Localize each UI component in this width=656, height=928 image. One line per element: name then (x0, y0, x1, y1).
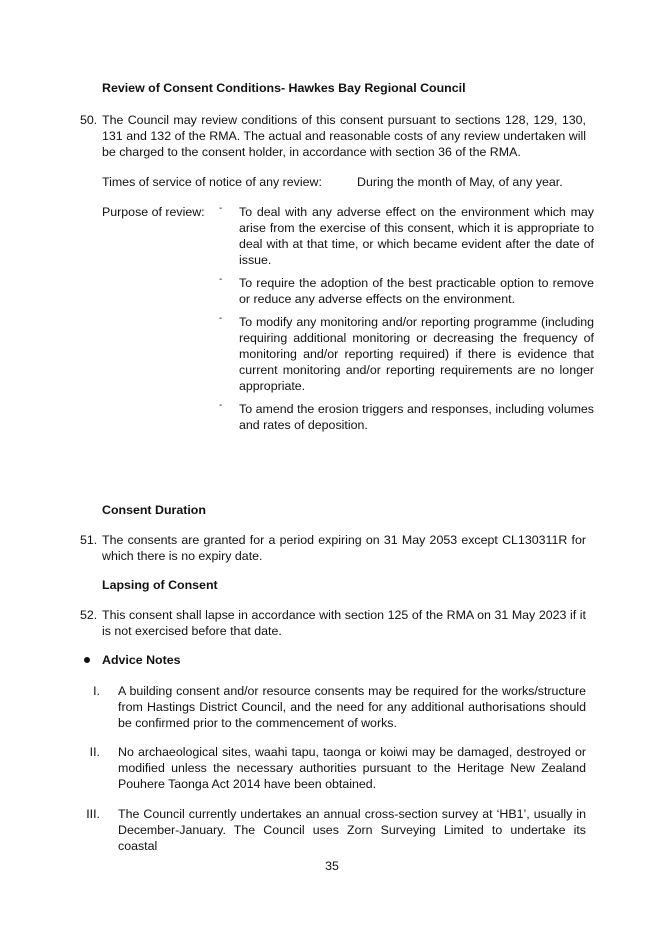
page-number: 35 (325, 859, 339, 873)
purpose-item: To require the adoption of the best practicable option to remove or reduce any adverse effects on the environment. (239, 276, 594, 306)
clause-51-text: The consents are granted for a period expiring on 31 May 2053 except CL130311R for which there is no expiry date. (102, 533, 586, 563)
dash-bullet-icon: - (219, 313, 223, 324)
advice-note-text: The Council currently undertakes an annual cross-section survey at ‘HB1’, usually in December-January. The Council uses Zorn Surveying Limited to undertake its coastal (118, 807, 586, 853)
purpose-of-review-label: Purpose of review: (102, 205, 205, 219)
dash-bullet-icon: - (219, 203, 223, 214)
times-of-service-value: During the month of May, of any year. (357, 175, 563, 189)
advice-note-numeral: III. (86, 807, 100, 821)
advice-note-numeral: II. (89, 745, 100, 759)
lapsing-heading: Lapsing of Consent (102, 578, 218, 592)
clause-50-text: The Council may review conditions of this consent pursuant to sections 128, 129, 130, 131 and 132 of the RMA. The actual and reasonable costs of any review undertaken will be charged to the consent holder, in accordance with section 36 of the RMA. (102, 113, 586, 159)
clause-52-number: 52. (80, 608, 98, 622)
dash-bullet-icon: - (219, 400, 223, 411)
advice-notes-heading: Advice Notes (102, 653, 181, 667)
advice-note-numeral: I. (93, 684, 100, 698)
clause-50-number: 50. (80, 113, 98, 127)
clause-51-number: 51. (80, 533, 98, 547)
bullet-icon (84, 657, 90, 663)
advice-note-text: No archaeological sites, waahi tapu, taonga or koiwi may be damaged, destroyed or modified unless the necessary authorities pursuant to the Heritage New Zealand Pouhere Taonga Act 2014 have been obtained. (118, 745, 586, 791)
times-of-service-label: Times of service of notice of any review: (102, 175, 322, 189)
dash-bullet-icon: - (219, 274, 223, 285)
purpose-item: To deal with any adverse effect on the environment which may arise from the exercise of this consent, which it is appropriate to deal with at that time, or which became evident after the date of issue. (239, 205, 594, 267)
purpose-item: To amend the erosion triggers and responses, including volumes and rates of deposition. (239, 402, 594, 432)
consent-duration-heading: Consent Duration (102, 503, 206, 517)
advice-note-text: A building consent and/or resource consents may be required for the works/structure from Hastings District Council, and the need for any additional authorisations should be confirmed prior to the commencement of works. (118, 684, 586, 730)
purpose-item: To modify any monitoring and/or reporting programme (including requiring additional monitoring or decreasing the frequency of monitoring and/or reporting required) if there is evidence that current monitoring and/or reporting requirements are no longer appropriate. (239, 315, 594, 393)
review-heading: Review of Consent Conditions- Hawkes Bay Regional Council (102, 81, 466, 95)
clause-52-text: This consent shall lapse in accordance with section 125 of the RMA on 31 May 2023 if it is not exercised before that date. (102, 608, 586, 638)
